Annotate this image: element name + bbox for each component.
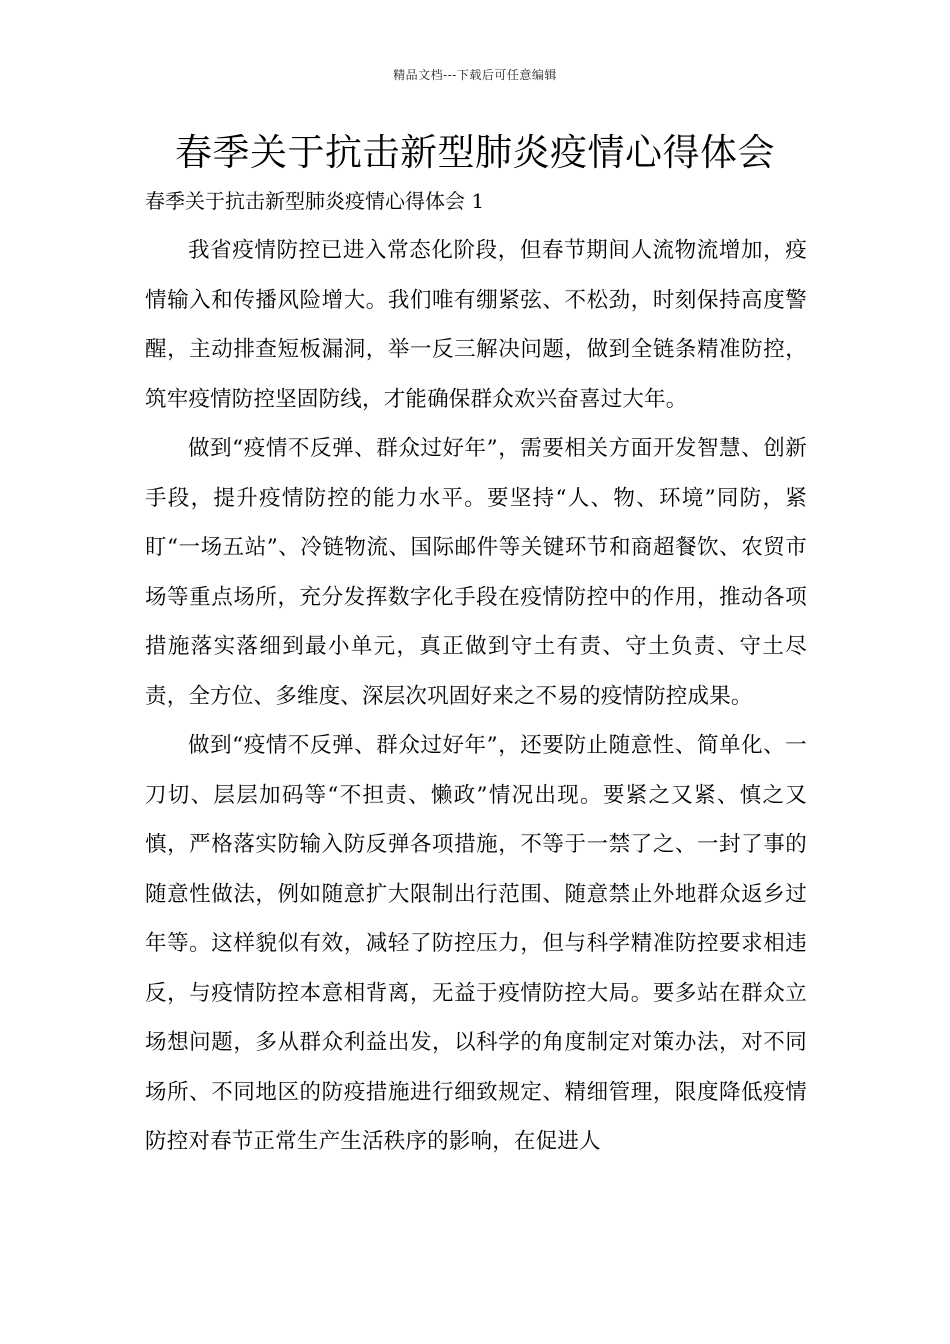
header-note: 精品文档---下载后可任意编辑 bbox=[393, 68, 557, 82]
paragraph-2: 做到“疫情不反弹、群众过好年”，需要相关方面开发智慧、创新手段，提升疫情防控的能力水平。要坚持“人、物、环境”同防，紧盯“一场五站”、冷链物流、国际邮件等关键环节和商超餐饮、农贸市场等重点场所，充分发挥数字化手段在疫情防控中的作用，推动各项措施落实落细到最小单元，真正做到守土有责、守土负责、守土尽责，全方位、多维度、深层次巩固好来之不易的疫情防控成果。 bbox=[145, 436, 807, 709]
paragraph-3: 做到“疫情不反弹、群众过好年”，还要防止随意性、简单化、一刀切、层层加码等“不担责、懒政”情况出现。要紧之又紧、慎之又慎，严格落实防输入防反弹各项措施，不等于一禁了之、一封了事的随意性做法，例如随意扩大限制出行范围、随意禁止外地群众返乡过年等。这样貌似有效，减轻了防控压力，但与科学精准防控要求相违反，与疫情防控本意相背离，无益于疫情防控大局。要多站在群众立场想问题，多从群众利益出发，以科学的角度制定对策办法，对不同场所、不同地区的防疫措施进行细致规定、精细管理，限度降低疫情防控对春节正常生产生活秩序的影响，在促进人 bbox=[145, 733, 807, 1154]
document-subtitle: 春季关于抗击新型肺炎疫情心得体会 1 bbox=[145, 189, 485, 213]
paragraph-1: 我省疫情防控已进入常态化阶段，但春节期间人流物流增加，疫情输入和传播风险增大。我们唯有绷紧弦、不松劲，时刻保持高度警醒，主动排查短板漏洞，举一反三解决问题，做到全链条精准防控，筑牢疫情防控坚固防线，才能确保群众欢兴奋喜过大年。 bbox=[145, 238, 807, 412]
document-body bbox=[145, 226, 807, 1167]
document-title: 春季关于抗击新型肺炎疫情心得体会 bbox=[175, 131, 775, 174]
